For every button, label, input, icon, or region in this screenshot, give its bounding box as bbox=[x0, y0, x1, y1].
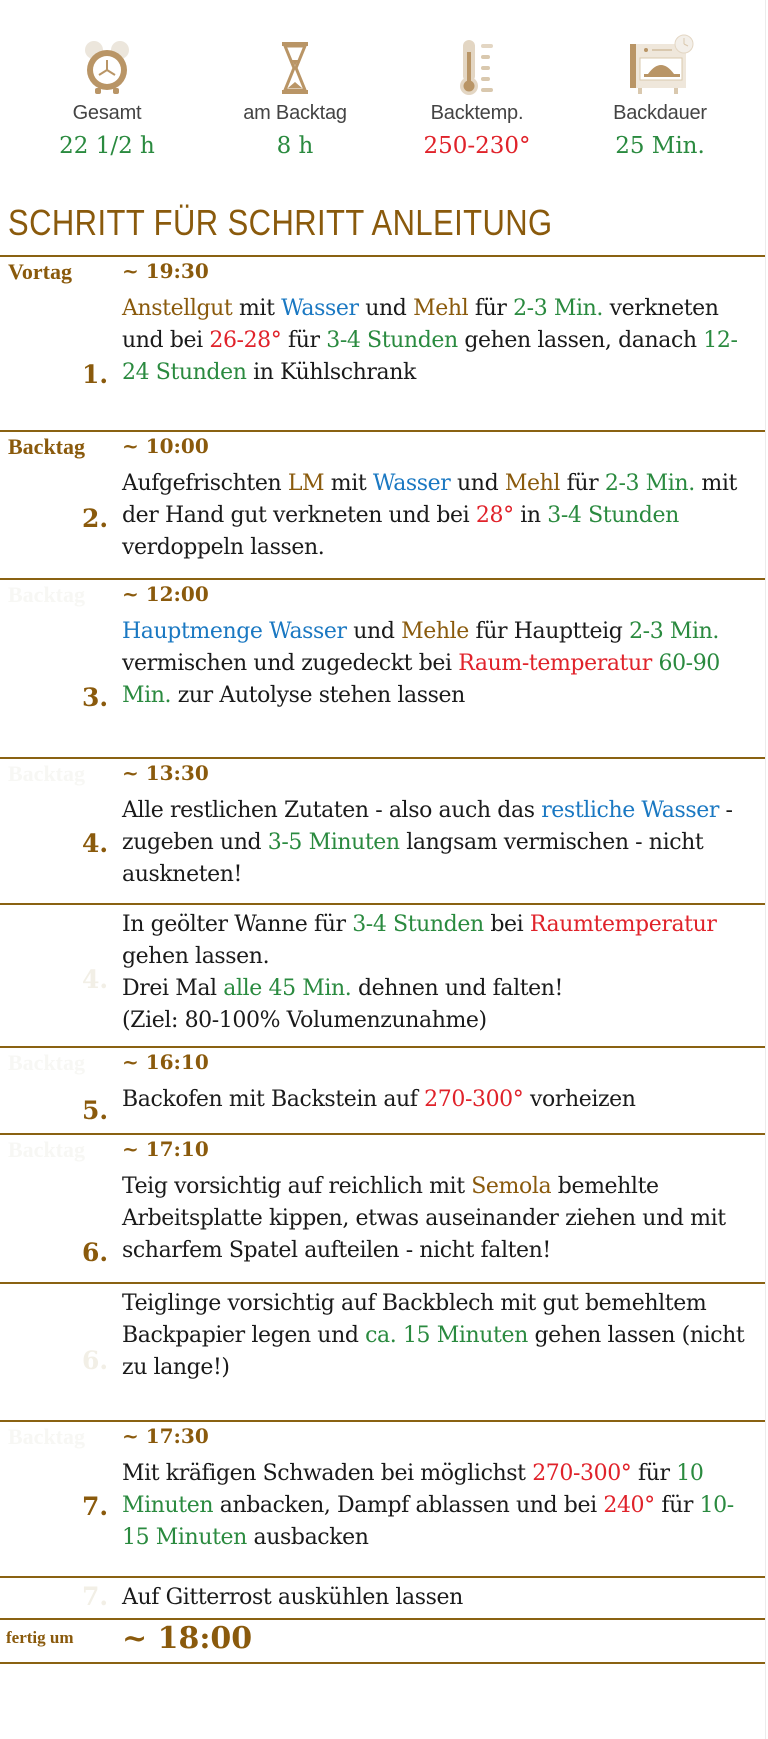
highlight-red: 270-300° bbox=[532, 1461, 632, 1486]
plain-text: verkneten und bei bbox=[122, 296, 719, 353]
highlight-green: ca. 15 Minuten bbox=[365, 1323, 528, 1348]
stat-label: Gesamt bbox=[72, 102, 142, 124]
plain-text: und bbox=[346, 619, 402, 644]
highlight-blue: Wasser bbox=[372, 471, 451, 496]
thermometer-icon bbox=[392, 38, 562, 96]
stat-total-time bbox=[22, 38, 192, 159]
step-row bbox=[0, 1282, 765, 1420]
step-row bbox=[0, 1046, 765, 1133]
step-time: ~ 13:30 bbox=[122, 761, 209, 785]
stat-baking-temp bbox=[392, 38, 562, 159]
step-instruction bbox=[122, 1582, 759, 1614]
step-day-label: Backtag bbox=[8, 761, 85, 786]
highlight-brown: Mehl bbox=[413, 296, 469, 321]
highlight-green: 10-15 Minuten bbox=[122, 1493, 734, 1550]
highlight-green: 2-3 Min. bbox=[513, 296, 604, 321]
plain-text: anbacken, Dampf ablassen und bei bbox=[213, 1493, 604, 1518]
plain-text: in Kühlschrank bbox=[246, 360, 416, 385]
step-row bbox=[0, 578, 765, 757]
step-time: ~ 19:30 bbox=[122, 259, 209, 283]
step-instruction bbox=[122, 1171, 759, 1267]
step-number: 6. bbox=[82, 1238, 109, 1267]
step-number: 7. bbox=[82, 1582, 109, 1611]
step-number: 6. bbox=[82, 1346, 109, 1375]
step-time: ~ 16:10 bbox=[122, 1050, 209, 1074]
step-day-label: Backtag bbox=[8, 1137, 85, 1162]
step-row bbox=[0, 1133, 765, 1282]
step-row bbox=[0, 430, 765, 578]
stat-label: Backdauer bbox=[613, 102, 707, 124]
step-number: 7. bbox=[82, 1492, 109, 1521]
step-instruction bbox=[122, 293, 759, 389]
highlight-red: 240° bbox=[603, 1493, 655, 1518]
plain-text: Teiglinge vorsichtig auf Backblech mit gut bemehltem Backpapier legen und bbox=[122, 1291, 707, 1348]
plain-text: mit bbox=[232, 296, 282, 321]
step-time: ~ 10:00 bbox=[122, 434, 209, 458]
highlight-blue: Hauptmenge Wasser bbox=[122, 619, 347, 644]
plain-text: Alle restlichen Zutaten - also auch das bbox=[122, 798, 542, 823]
highlight-green: 3-4 Stunden bbox=[326, 328, 458, 353]
step-time: ~ 12:00 bbox=[122, 582, 209, 606]
step-instruction bbox=[122, 616, 759, 712]
stat-baking-duration bbox=[575, 38, 745, 159]
stat-value: 250-230° bbox=[423, 133, 531, 159]
step-number: 1. bbox=[82, 360, 109, 389]
step-instruction bbox=[122, 468, 759, 564]
page-title: SCHRITT FÜR SCHRITT ANLEITUNG bbox=[8, 202, 553, 243]
finish-time: ~ 18:00 bbox=[122, 1621, 253, 1656]
plain-text: für bbox=[560, 471, 605, 496]
plain-text: verdoppeln lassen. bbox=[122, 535, 325, 560]
plain-text: gehen lassen (nicht zu lange!) bbox=[122, 1323, 745, 1380]
plain-text: Drei Mal bbox=[122, 976, 224, 1001]
step-row bbox=[0, 1576, 765, 1618]
stat-label: Backtemp. bbox=[430, 102, 524, 124]
highlight-green: 60-90 Min. bbox=[122, 651, 720, 708]
plain-text: ausbacken bbox=[246, 1525, 369, 1550]
highlight-red: Raum-temperatur bbox=[458, 651, 652, 676]
highlight-blue: Wasser bbox=[281, 296, 359, 321]
plain-text: für bbox=[654, 1493, 700, 1518]
step-number: 3. bbox=[82, 683, 109, 712]
highlight-green: 3-4 Stunden bbox=[352, 912, 484, 937]
highlight-red: Raumtemperatur bbox=[529, 912, 717, 937]
plain-text: - zugeben und bbox=[122, 798, 733, 855]
step-row bbox=[0, 903, 765, 1046]
stat-value: 22 1/2 h bbox=[59, 133, 155, 159]
plain-text: bemehlte Arbeitsplatte kippen, etwas auseinander ziehen und mit scharfem Spatel aufteilen - nicht falten! bbox=[122, 1174, 726, 1263]
plain-text: Mit kräfigen Schwaden bei möglichst bbox=[122, 1461, 533, 1486]
step-number: 2. bbox=[82, 504, 109, 533]
step-number: 4. bbox=[82, 965, 109, 994]
plain-text: für bbox=[631, 1461, 677, 1486]
finish-row bbox=[0, 1618, 765, 1664]
plain-text: für Hauptteig bbox=[468, 619, 630, 644]
highlight-green: 12-24 Stunden bbox=[122, 328, 738, 385]
step-instruction bbox=[122, 1288, 759, 1384]
highlight-green: 3-5 Minuten bbox=[267, 830, 400, 855]
step-instruction bbox=[122, 795, 759, 891]
plain-text: Backofen mit Backstein auf bbox=[122, 1087, 425, 1112]
plain-text: langsam vermischen - nicht auskneten! bbox=[122, 830, 704, 887]
plain-text: Teig vorsichtig auf reichlich mit bbox=[122, 1174, 472, 1199]
highlight-green: 3-4 Stunden bbox=[547, 503, 679, 528]
hourglass-icon bbox=[210, 38, 380, 96]
plain-text: vermischen und zugedeckt bei bbox=[122, 651, 459, 676]
step-time: ~ 17:10 bbox=[122, 1137, 209, 1161]
plain-text: In geölter Wanne für bbox=[122, 912, 353, 937]
highlight-brown: LM bbox=[287, 471, 325, 496]
plain-text: Aufgefrischten bbox=[122, 471, 288, 496]
step-instruction bbox=[122, 909, 759, 1037]
highlight-brown: Anstellgut bbox=[122, 296, 233, 321]
plain-text: gehen lassen. bbox=[122, 944, 270, 969]
highlight-green: 2-3 Min. bbox=[629, 619, 720, 644]
step-row bbox=[0, 757, 765, 903]
plain-text: zur Autolyse stehen lassen bbox=[171, 683, 465, 708]
step-number: 5. bbox=[82, 1096, 109, 1125]
step-day-label: Backtag bbox=[8, 582, 85, 607]
plain-text: für bbox=[468, 296, 514, 321]
step-time: ~ 17:30 bbox=[122, 1424, 209, 1448]
step-instruction bbox=[122, 1084, 759, 1116]
step-day-label: Backtag bbox=[8, 434, 85, 459]
step-day-label: Backtag bbox=[8, 1050, 85, 1075]
plain-text: dehnen und falten! bbox=[351, 976, 564, 1001]
stat-value: 8 h bbox=[276, 133, 314, 159]
plain-text: und bbox=[450, 471, 505, 496]
step-row bbox=[0, 1420, 765, 1576]
plain-text: (Ziel: 80-100% Volumenzunahme) bbox=[122, 1008, 487, 1033]
highlight-red: 28° bbox=[475, 503, 514, 528]
highlight-brown: Mehle bbox=[401, 619, 469, 644]
step-instruction bbox=[122, 1458, 759, 1554]
steps-table bbox=[0, 255, 765, 1664]
plain-text: in bbox=[513, 503, 548, 528]
highlight-blue: restliche Wasser bbox=[541, 798, 719, 823]
plain-text: und bbox=[358, 296, 414, 321]
finish-label: fertig um bbox=[6, 1628, 74, 1647]
alarm-clock-icon bbox=[22, 38, 192, 96]
step-number: 4. bbox=[82, 829, 109, 858]
plain-text: mit bbox=[324, 471, 373, 496]
stat-value: 25 Min. bbox=[615, 133, 705, 159]
stat-label: am Backtag bbox=[243, 102, 347, 124]
highlight-green: 2-3 Min. bbox=[604, 471, 695, 496]
plain-text: bei bbox=[483, 912, 530, 937]
plain-text: vorheizen bbox=[523, 1087, 636, 1112]
plain-text: Auf Gitterrost auskühlen lassen bbox=[122, 1585, 463, 1610]
step-day-label: Backtag bbox=[8, 1424, 85, 1449]
highlight-brown: Mehl bbox=[504, 471, 561, 496]
plain-text: für bbox=[281, 328, 327, 353]
step-row bbox=[0, 255, 765, 430]
highlight-red: 26-28° bbox=[209, 328, 282, 353]
oven-icon bbox=[575, 38, 745, 96]
highlight-green: alle 45 Min. bbox=[223, 976, 352, 1001]
recipe-stats bbox=[0, 38, 765, 178]
stat-baking-day bbox=[210, 38, 380, 159]
plain-text: mit der Hand gut verkneten und bei bbox=[122, 471, 737, 528]
highlight-brown: Semola bbox=[471, 1174, 552, 1199]
step-day-label: Vortag bbox=[8, 259, 72, 284]
plain-text: gehen lassen, danach bbox=[457, 328, 704, 353]
highlight-red: 270-300° bbox=[424, 1087, 524, 1112]
highlight-green: 10 Minuten bbox=[122, 1461, 704, 1518]
